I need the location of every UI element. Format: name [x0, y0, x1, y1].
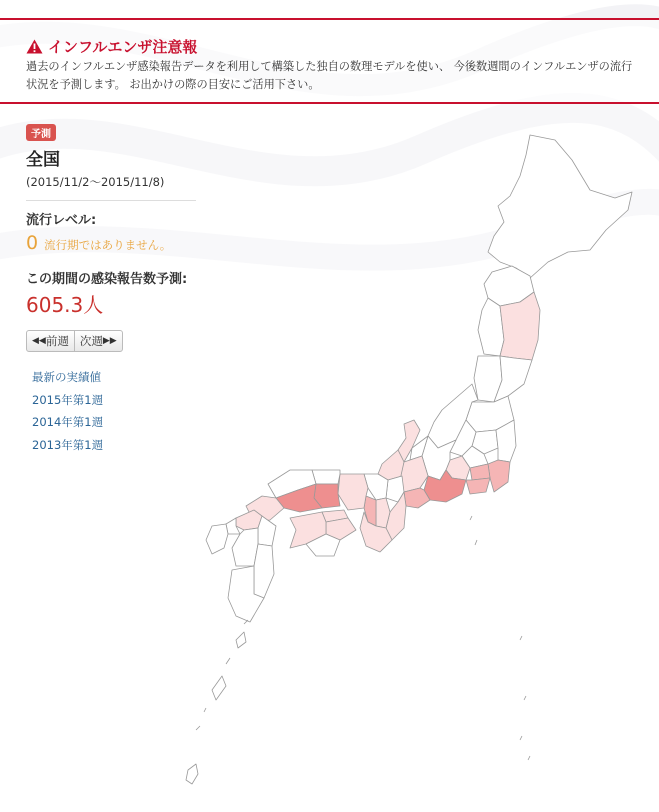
double-left-arrow-icon: ◀◀: [32, 336, 46, 346]
level-row: [26, 232, 201, 254]
warning-icon: [26, 39, 43, 54]
count-value: 605.3人: [26, 293, 104, 317]
japan-map: [180, 125, 650, 805]
pref-okinawa[interactable]: [186, 632, 246, 784]
link-2015-week1[interactable]: 2015年第1週: [32, 392, 104, 407]
double-right-arrow-icon: ▶▶: [102, 336, 117, 346]
prev-week-label: 前週: [45, 334, 69, 348]
pref-fukui[interactable]: [378, 450, 404, 480]
izu-islands: [470, 516, 530, 760]
period-range: (2015/11/2〜2015/11/8): [26, 175, 165, 189]
pref-kanagawa[interactable]: [466, 478, 490, 494]
pref-tottori[interactable]: [312, 470, 340, 484]
pref-nagasaki[interactable]: [206, 524, 228, 554]
forecast-panel: [26, 122, 201, 456]
link-2014-week1[interactable]: 2014年第1週: [32, 415, 104, 429]
level-label: 流行レベル:: [26, 213, 97, 228]
alert-description: 過去のインフルエンザ感染報告データを利用して構築した独自の数理モデルを使い、 今後数週間のインフルエンザの流行状況を予測します。 お出かけの際の目安にご活用下さい。: [26, 60, 633, 91]
pref-hokkaido[interactable]: [488, 135, 632, 278]
pref-miyazaki[interactable]: [254, 544, 274, 598]
forecast-badge: 予測: [26, 124, 56, 141]
prev-week-button[interactable]: [27, 331, 74, 351]
pref-oita[interactable]: [258, 516, 276, 546]
history-links: [32, 366, 201, 456]
alert-banner: [0, 18, 659, 104]
count-label: この期間の感染報告数予測:: [26, 272, 188, 287]
week-nav: [26, 330, 123, 352]
latest-results-link[interactable]: 最新の実績値: [32, 370, 101, 384]
link-2013-week1[interactable]: 2013年第1週: [32, 437, 104, 452]
pref-hyogo[interactable]: [338, 474, 368, 510]
level-value: 0: [26, 232, 39, 254]
next-week-label: 次週: [79, 334, 103, 348]
pref-chiba[interactable]: [488, 460, 510, 492]
alert-title: [26, 36, 197, 57]
divider: [26, 200, 196, 201]
region-name: 全国: [26, 150, 60, 170]
next-week-button[interactable]: [74, 331, 122, 351]
alert-title-text: インフルエンザ注意報: [48, 38, 198, 56]
level-description: 流行期ではありません。: [44, 238, 172, 252]
